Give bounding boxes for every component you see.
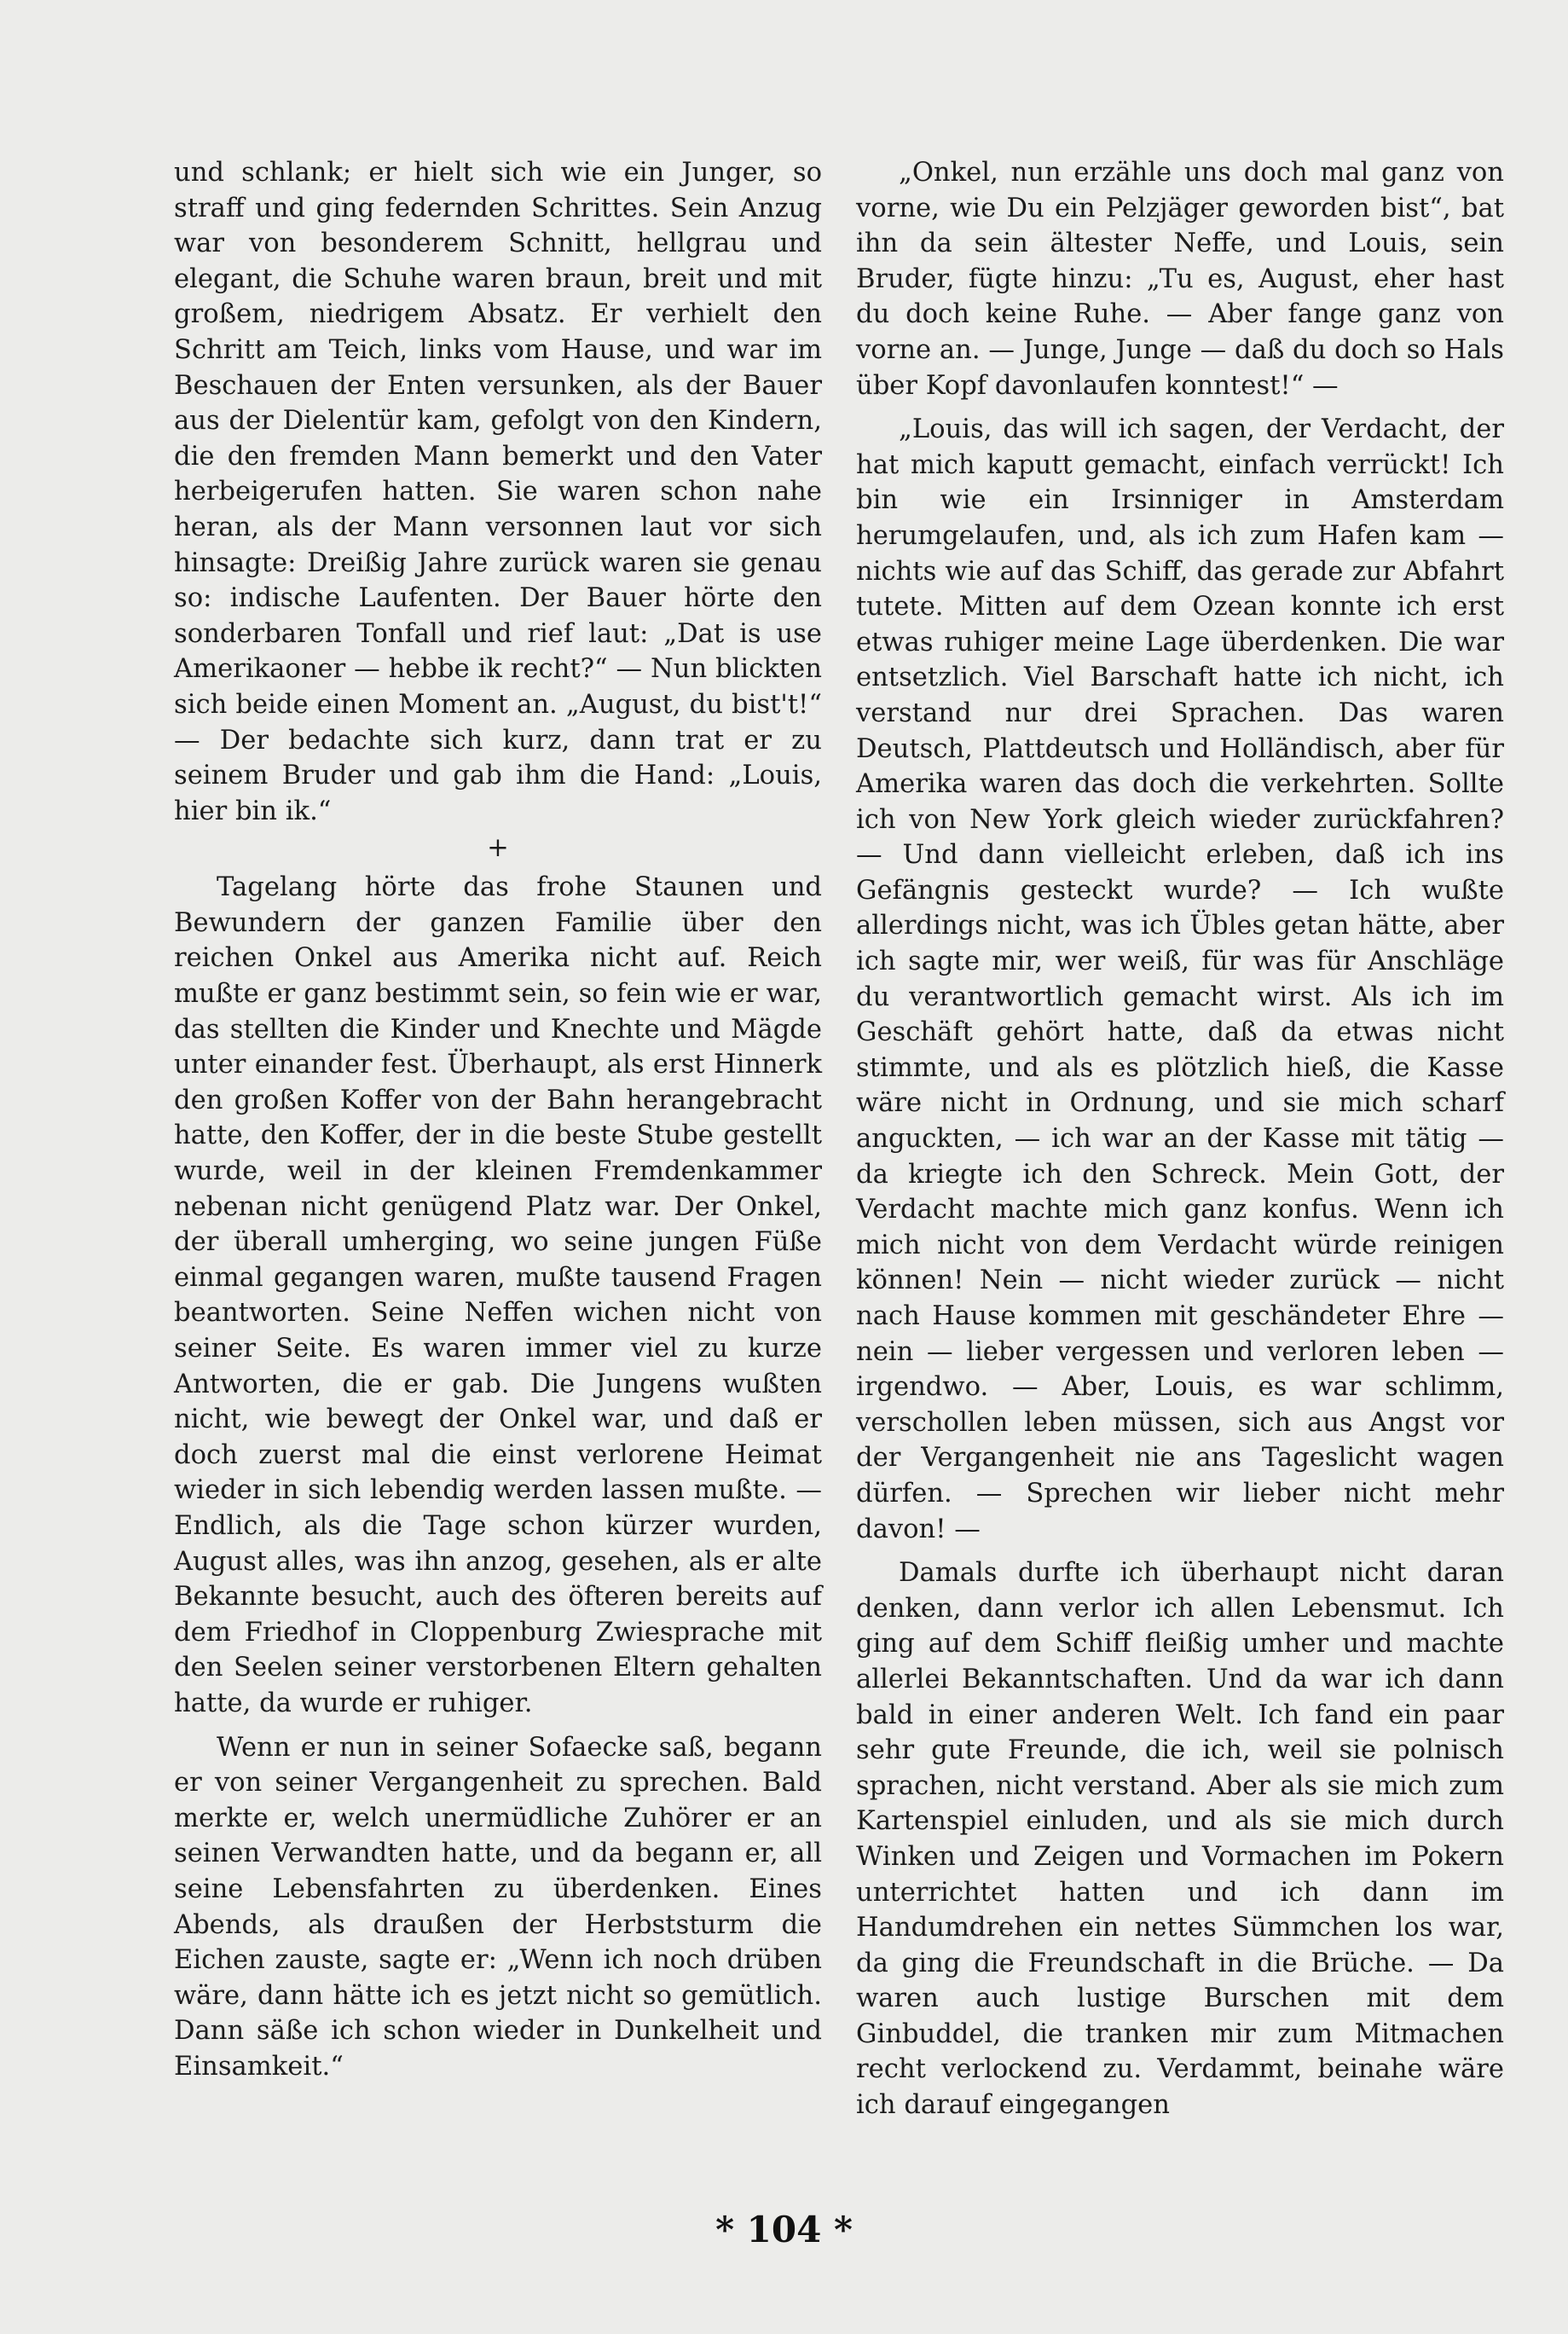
paragraph: Wenn er nun in seiner Sofaecke saß, begann er von seiner Vergangenheit zu sprechen. Bald merkte er, welch unermüdliche Zuhörer er an seinen Verwandten hatte, und da begann er, all seine Lebensfahrten zu überdenken. Eines Abends, als draußen der Herbststurm die Eichen zauste, sagte er: „Wenn ich noch drüben wäre, dann hätte ich es jetzt nicht so gemütlich. Dann säße ich schon wieder in Dunkelheit und Einsamkeit.“ <box>174 1732 822 2082</box>
paragraph: und schlank; er hielt sich wie ein Junger, so straff und ging federnden Schrittes. Sein Anzug war von besonderem Schnitt, hellgrau und elegant, die Schuhe waren braun, breit und mit großem, niedrigem Absatz. Er verhielt den Schritt am Teich, links vom Hause, und war im Beschauen der Enten versunken, als der Bauer aus der Dielentür kam, gefolgt von den Kindern, die den fremden Mann bemerkt und den Vater herbeigerufen hatten. Sie waren schon nahe heran, als der Mann versonnen laut vor sich hinsagte: Dreißig Jahre zurück waren sie genau so: indische Laufenten. Der Bauer hörte den sonderbaren Tonfall und rief laut: „Dat is use Amerikaoner — hebbe ik recht?“ — Nun blickten sich beide einen Moment an. „August, du bist't!“ — Der bedachte sich kurz, dann trat er zu seinem Bruder und gab ihm die Hand: „Louis, hier bin ik.“ <box>174 158 822 826</box>
right-column <box>856 155 1504 2123</box>
paragraph: Tagelang hörte das frohe Staunen und Bewundern der ganzen Familie über den reichen Onkel aus Amerika nicht auf. Reich mußte er ganz bestimmt sein, so fein wie er war, das stellten die Kinder und Knechte und Mägde unter einander fest. Überhaupt, als erst Hinnerk den großen Koffer von der Bahn herangebracht hatte, den Koffer, der in die beste Stube gestellt wurde, weil in der kleinen Fremdenkammer nebenan nicht genügend Platz war. Der Onkel, der überall umherging, wo seine jungen Füße einmal gegangen waren, mußte tausend Fragen beantworten. Seine Neffen wichen nicht von seiner Seite. Es waren immer viel zu kurze Antworten, die er gab. Die Jungens wußten nicht, wie bewegt der Onkel war, und daß er doch zuerst mal die einst verlorene Heimat wieder in sich lebendig werden lassen mußte. — Endlich, als die Tage schon kürzer wurden, August alles, was ihn anzog, gesehen, als er alte Bekannte besucht, auch des öfteren bereits auf dem Friedhof in Cloppenburg Zwiesprache mit den Seelen seiner verstorbenen Eltern gehalten hatte, da wurde er ruhiger. <box>174 872 822 1718</box>
paragraph: „Louis, das will ich sagen, der Verdacht, der hat mich kaputt gemacht, einfach verrückt! Ich bin wie ein Irsinniger in Amsterdam herumgelaufen, und, als ich zum Hafen kam — nichts wie auf das Schiff, das gerade zur Abfahrt tutete. Mitten auf dem Ozean konnte ich erst etwas ruhiger meine Lage überdenken. Die war entsetzlich. Viel Barschaft hatte ich nicht, ich verstand nur drei Sprachen. Das waren Deutsch, Plattdeutsch und Holländisch, aber für Amerika waren das doch die verkehrten. Sollte ich von New York gleich wieder zurückfahren? — Und dann vielleicht erleben, daß ich ins Gefängnis gesteckt wurde? — Ich wußte allerdings nicht, was ich Übles getan hätte, aber ich sagte mir, wer weiß, für was für Anschläge du verantwortlich gemacht wirst. Als ich im Geschäft gehört hatte, daß da etwas nicht stimmte, und als es plötzlich hieß, die Kasse wäre nicht in Ordnung, und sie mich scharf anguckten, — ich war an der Kasse mit tätig — da kriegte ich den Schreck. Mein Gott, der Verdacht machte mich ganz konfus. Wenn ich mich nicht von dem Verdacht würde reinigen können! Nein — nicht wieder zurück — nicht nach Hause kommen mit geschändeter Ehre — nein — lieber vergessen und verloren leben — irgendwo. — Aber, Louis, es war schlimm, verschollen leben müssen, sich aus Angst vor der Vergangenheit nie ans Tageslicht wagen dürfen. — Sprechen wir lieber nicht mehr davon! — <box>856 414 1504 1544</box>
page-number: * 104 * <box>715 2209 853 2250</box>
paragraph: „Onkel, nun erzähle uns doch mal ganz von vorne, wie Du ein Pelzjäger geworden bist“, bat ihn da sein ältester Neffe, und Louis, sein Bruder, fügte hinzu: „Tu es, August, eher hast du doch keine Ruhe. — Aber fange ganz von vorne an. — Junge, Junge — daß du doch so Hals über Kopf davonlaufen konntest!“ — <box>856 158 1504 401</box>
section-separator: + <box>487 833 509 864</box>
paragraph: Damals durfte ich überhaupt nicht daran denken, dann verlor ich allen Lebensmut. Ich ging auf dem Schiff fleißig umher und machte allerlei Bekanntschaften. Und da war ich dann bald in einer anderen Welt. Ich fand ein paar sehr gute Freunde, die ich, weil sie polnisch sprachen, nicht verstand. Aber als sie mich zum Kartenspiel einluden, und als sie mich durch Winken und Zeigen und Vormachen im Pokern unterrichtet hatten und ich dann im Handumdrehen ein nettes Sümmchen los war, da ging die Freundschaft in die Brüche. — Da waren auch lustige Burschen mit dem Ginbuddel, die tranken mir zum Mitmachen recht verlockend zu. Verdammt, beinahe wäre ich darauf eingegangen <box>856 1558 1504 2121</box>
left-column <box>174 155 822 2084</box>
